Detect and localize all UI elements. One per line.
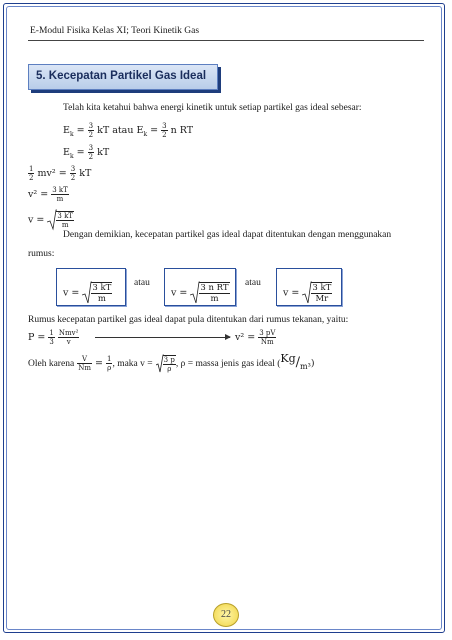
pressure-intro-text: Rumus kecepatan partikel gas ideal dapat pula ditentukan dari rumus tekanan, yaitu: bbox=[28, 315, 349, 325]
atau-label-1: atau bbox=[134, 278, 150, 288]
equation-v: v = $\frac{3 kT}{m}$ bbox=[28, 209, 74, 231]
formula-box-mr bbox=[276, 268, 342, 306]
formula-v-mr: v = $\frac{3 kT}{Mr}$ bbox=[283, 283, 332, 304]
page-number: 22 bbox=[213, 603, 239, 627]
atau-label-2: atau bbox=[245, 278, 261, 288]
formula-v-kt: v = $\frac{3 kT}{m}$ bbox=[63, 283, 112, 304]
formula-box-nrt bbox=[164, 268, 236, 306]
formula-v-nrt: v = $\frac{\text{3 n RT}}{m}$ bbox=[171, 283, 229, 304]
running-header: E-Modul Fisika Kelas XI; Teori Kinetik Gas bbox=[30, 26, 200, 36]
section-title: 5. Kecepatan Partikel Gas Ideal bbox=[36, 70, 207, 82]
formula-box-kt bbox=[56, 268, 126, 306]
header-rule bbox=[28, 40, 424, 41]
equation-ek-kt: $E_k$ = $\frac{3}{2}$ kT bbox=[63, 144, 110, 161]
conclusion-text: Dengan demikian, kecepatan partikel gas ideal dapat ditentukan dengan menggunakan bbox=[63, 230, 392, 240]
equation-ek: $E_k$ = $\frac{3}{2}$ kT atau $E_k$ = $\frac{3}{2}$ n RT bbox=[63, 122, 194, 139]
equation-half-mv2: $\frac{1}{2}$ mv² = $\frac{3}{2}$ kT bbox=[29, 165, 92, 182]
conclusion-text-2: rumus: bbox=[28, 249, 55, 259]
derivation-arrow bbox=[95, 337, 230, 338]
equation-pressure: P = $\frac{1}{3}$ $\frac{\text{Nmv²}}{v}$ bbox=[28, 329, 79, 346]
section-heading bbox=[28, 64, 218, 90]
intro-text: Telah kita ketahui bahwa energi kinetik untuk setiap partikel gas ideal sebesar: bbox=[63, 103, 362, 113]
equation-v2-pressure: v² = $\frac{3 pV}{Nm}$ bbox=[235, 329, 276, 346]
equation-density: Oleh karena $\frac{V}{Nm}$ = $\frac{1}{\rho}$ , maka v = $\frac{3 p}{\rho}$ , ρ = massa jenis gas ideal $(Kg/_{m^3})$ bbox=[28, 352, 315, 373]
equation-v2: v² = $\frac{3 kT}{m}$ bbox=[28, 186, 68, 203]
